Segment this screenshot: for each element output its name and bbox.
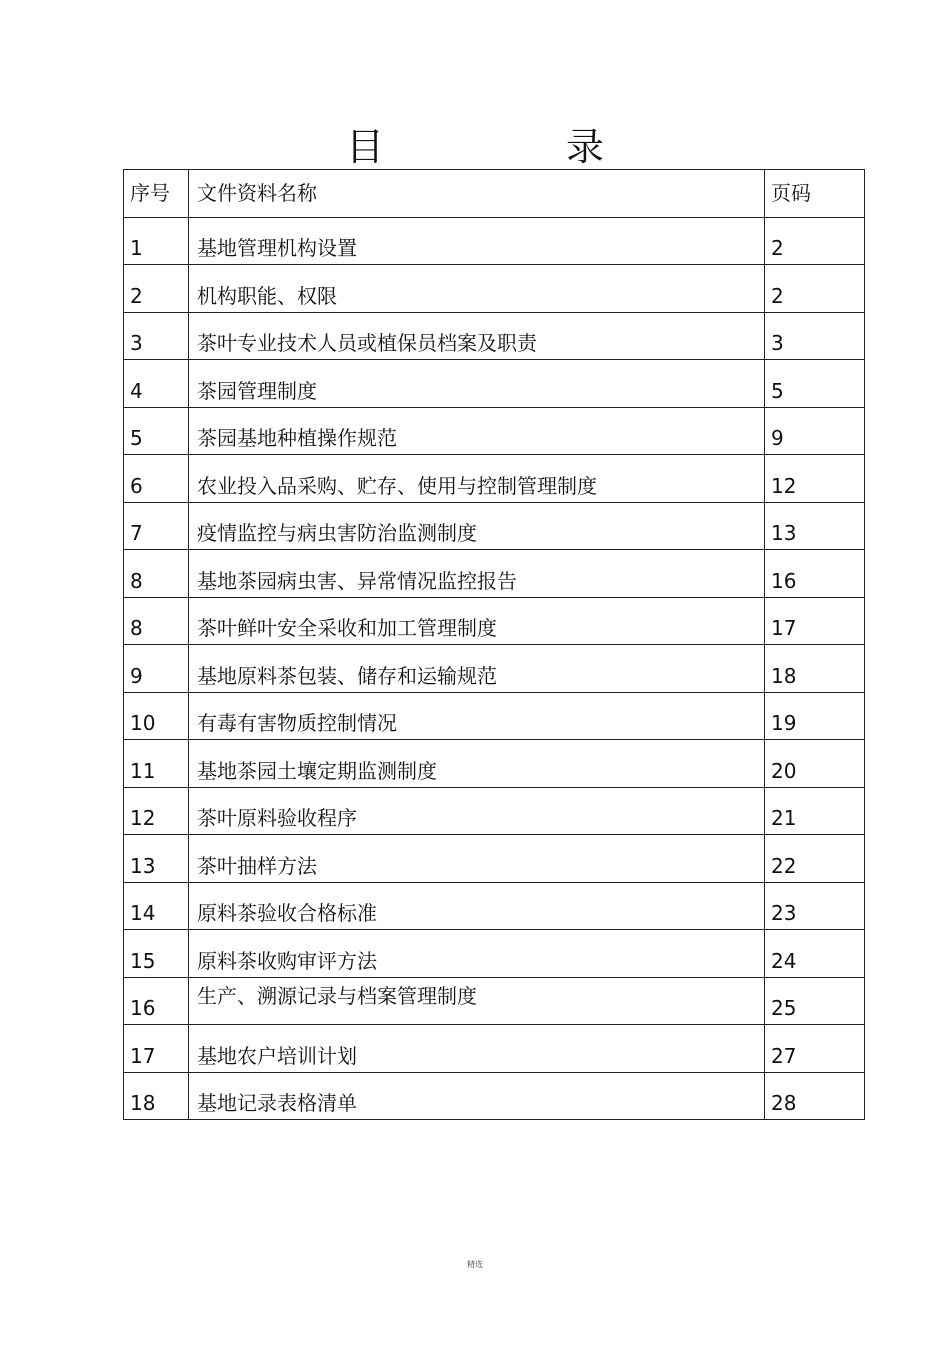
table-row (124, 455, 865, 503)
page-title: 目 录 (345, 125, 676, 169)
table-row (124, 502, 865, 550)
row-page: 22 (765, 835, 865, 883)
table-row (124, 217, 865, 265)
row-page: 23 (765, 882, 865, 930)
row-page: 24 (765, 930, 865, 978)
row-page: 9 (765, 407, 865, 455)
row-num: 2 (124, 265, 189, 313)
row-name: 基地记录表格清单 (189, 1072, 765, 1120)
table-row (124, 312, 865, 360)
row-num: 11 (124, 740, 189, 788)
row-name: 茶叶专业技术人员或植保员档案及职责 (189, 312, 765, 360)
table-row (124, 740, 865, 788)
table-row (124, 360, 865, 408)
row-name: 有毒有害物质控制情况 (189, 692, 765, 740)
row-page: 21 (765, 787, 865, 835)
row-name: 机构职能、权限 (189, 265, 765, 313)
header-page: 页码 (765, 170, 865, 218)
row-name: 基地茶园病虫害、异常情况监控报告 (189, 550, 765, 598)
row-page: 2 (765, 265, 865, 313)
row-page: 3 (765, 312, 865, 360)
row-num: 7 (124, 502, 189, 550)
toc-table (123, 169, 865, 1120)
table-row (124, 835, 865, 883)
row-num: 16 (124, 977, 189, 1025)
table-row (124, 1072, 865, 1120)
row-name: 茶园基地种植操作规范 (189, 407, 765, 455)
row-page: 2 (765, 217, 865, 265)
table-row (124, 882, 865, 930)
row-num: 5 (124, 407, 189, 455)
row-num: 8 (124, 550, 189, 598)
row-num: 1 (124, 217, 189, 265)
row-num: 8 (124, 597, 189, 645)
row-page: 25 (765, 977, 865, 1025)
row-name: 疫情监控与病虫害防治监测制度 (189, 502, 765, 550)
page-footer: 精选 (467, 1260, 483, 1269)
header-num: 序号 (124, 170, 189, 218)
row-page: 12 (765, 455, 865, 503)
row-num: 3 (124, 312, 189, 360)
row-page: 19 (765, 692, 865, 740)
row-page: 5 (765, 360, 865, 408)
row-num: 12 (124, 787, 189, 835)
row-num: 14 (124, 882, 189, 930)
row-page: 18 (765, 645, 865, 693)
row-page: 16 (765, 550, 865, 598)
table-row (124, 407, 865, 455)
row-page: 20 (765, 740, 865, 788)
row-name: 茶园管理制度 (189, 360, 765, 408)
row-name: 基地茶园土壤定期监测制度 (189, 740, 765, 788)
table-row (124, 692, 865, 740)
row-num: 9 (124, 645, 189, 693)
toc-header-row (124, 170, 865, 218)
row-num: 15 (124, 930, 189, 978)
row-page: 13 (765, 502, 865, 550)
row-name: 基地管理机构设置 (189, 217, 765, 265)
row-num: 4 (124, 360, 189, 408)
row-name: 基地原料茶包装、储存和运输规范 (189, 645, 765, 693)
table-row (124, 597, 865, 645)
row-num: 6 (124, 455, 189, 503)
row-name: 原料茶收购审评方法 (189, 930, 765, 978)
row-page: 28 (765, 1072, 865, 1120)
table-row (124, 550, 865, 598)
row-page: 27 (765, 1025, 865, 1073)
table-row (124, 977, 865, 1025)
row-name: 基地农户培训计划 (189, 1025, 765, 1073)
row-name: 生产、溯源记录与档案管理制度 (189, 977, 765, 1025)
row-name: 茶叶鲜叶安全采收和加工管理制度 (189, 597, 765, 645)
row-num: 18 (124, 1072, 189, 1120)
row-name: 农业投入品采购、贮存、使用与控制管理制度 (189, 455, 765, 503)
table-row (124, 930, 865, 978)
row-name: 原料茶验收合格标准 (189, 882, 765, 930)
table-row (124, 645, 865, 693)
row-num: 10 (124, 692, 189, 740)
table-row (124, 265, 865, 313)
row-num: 13 (124, 835, 189, 883)
row-page: 17 (765, 597, 865, 645)
row-name: 茶叶原料验收程序 (189, 787, 765, 835)
row-name: 茶叶抽样方法 (189, 835, 765, 883)
table-row (124, 1025, 865, 1073)
header-name: 文件资料名称 (189, 170, 765, 218)
table-row (124, 787, 865, 835)
row-num: 17 (124, 1025, 189, 1073)
